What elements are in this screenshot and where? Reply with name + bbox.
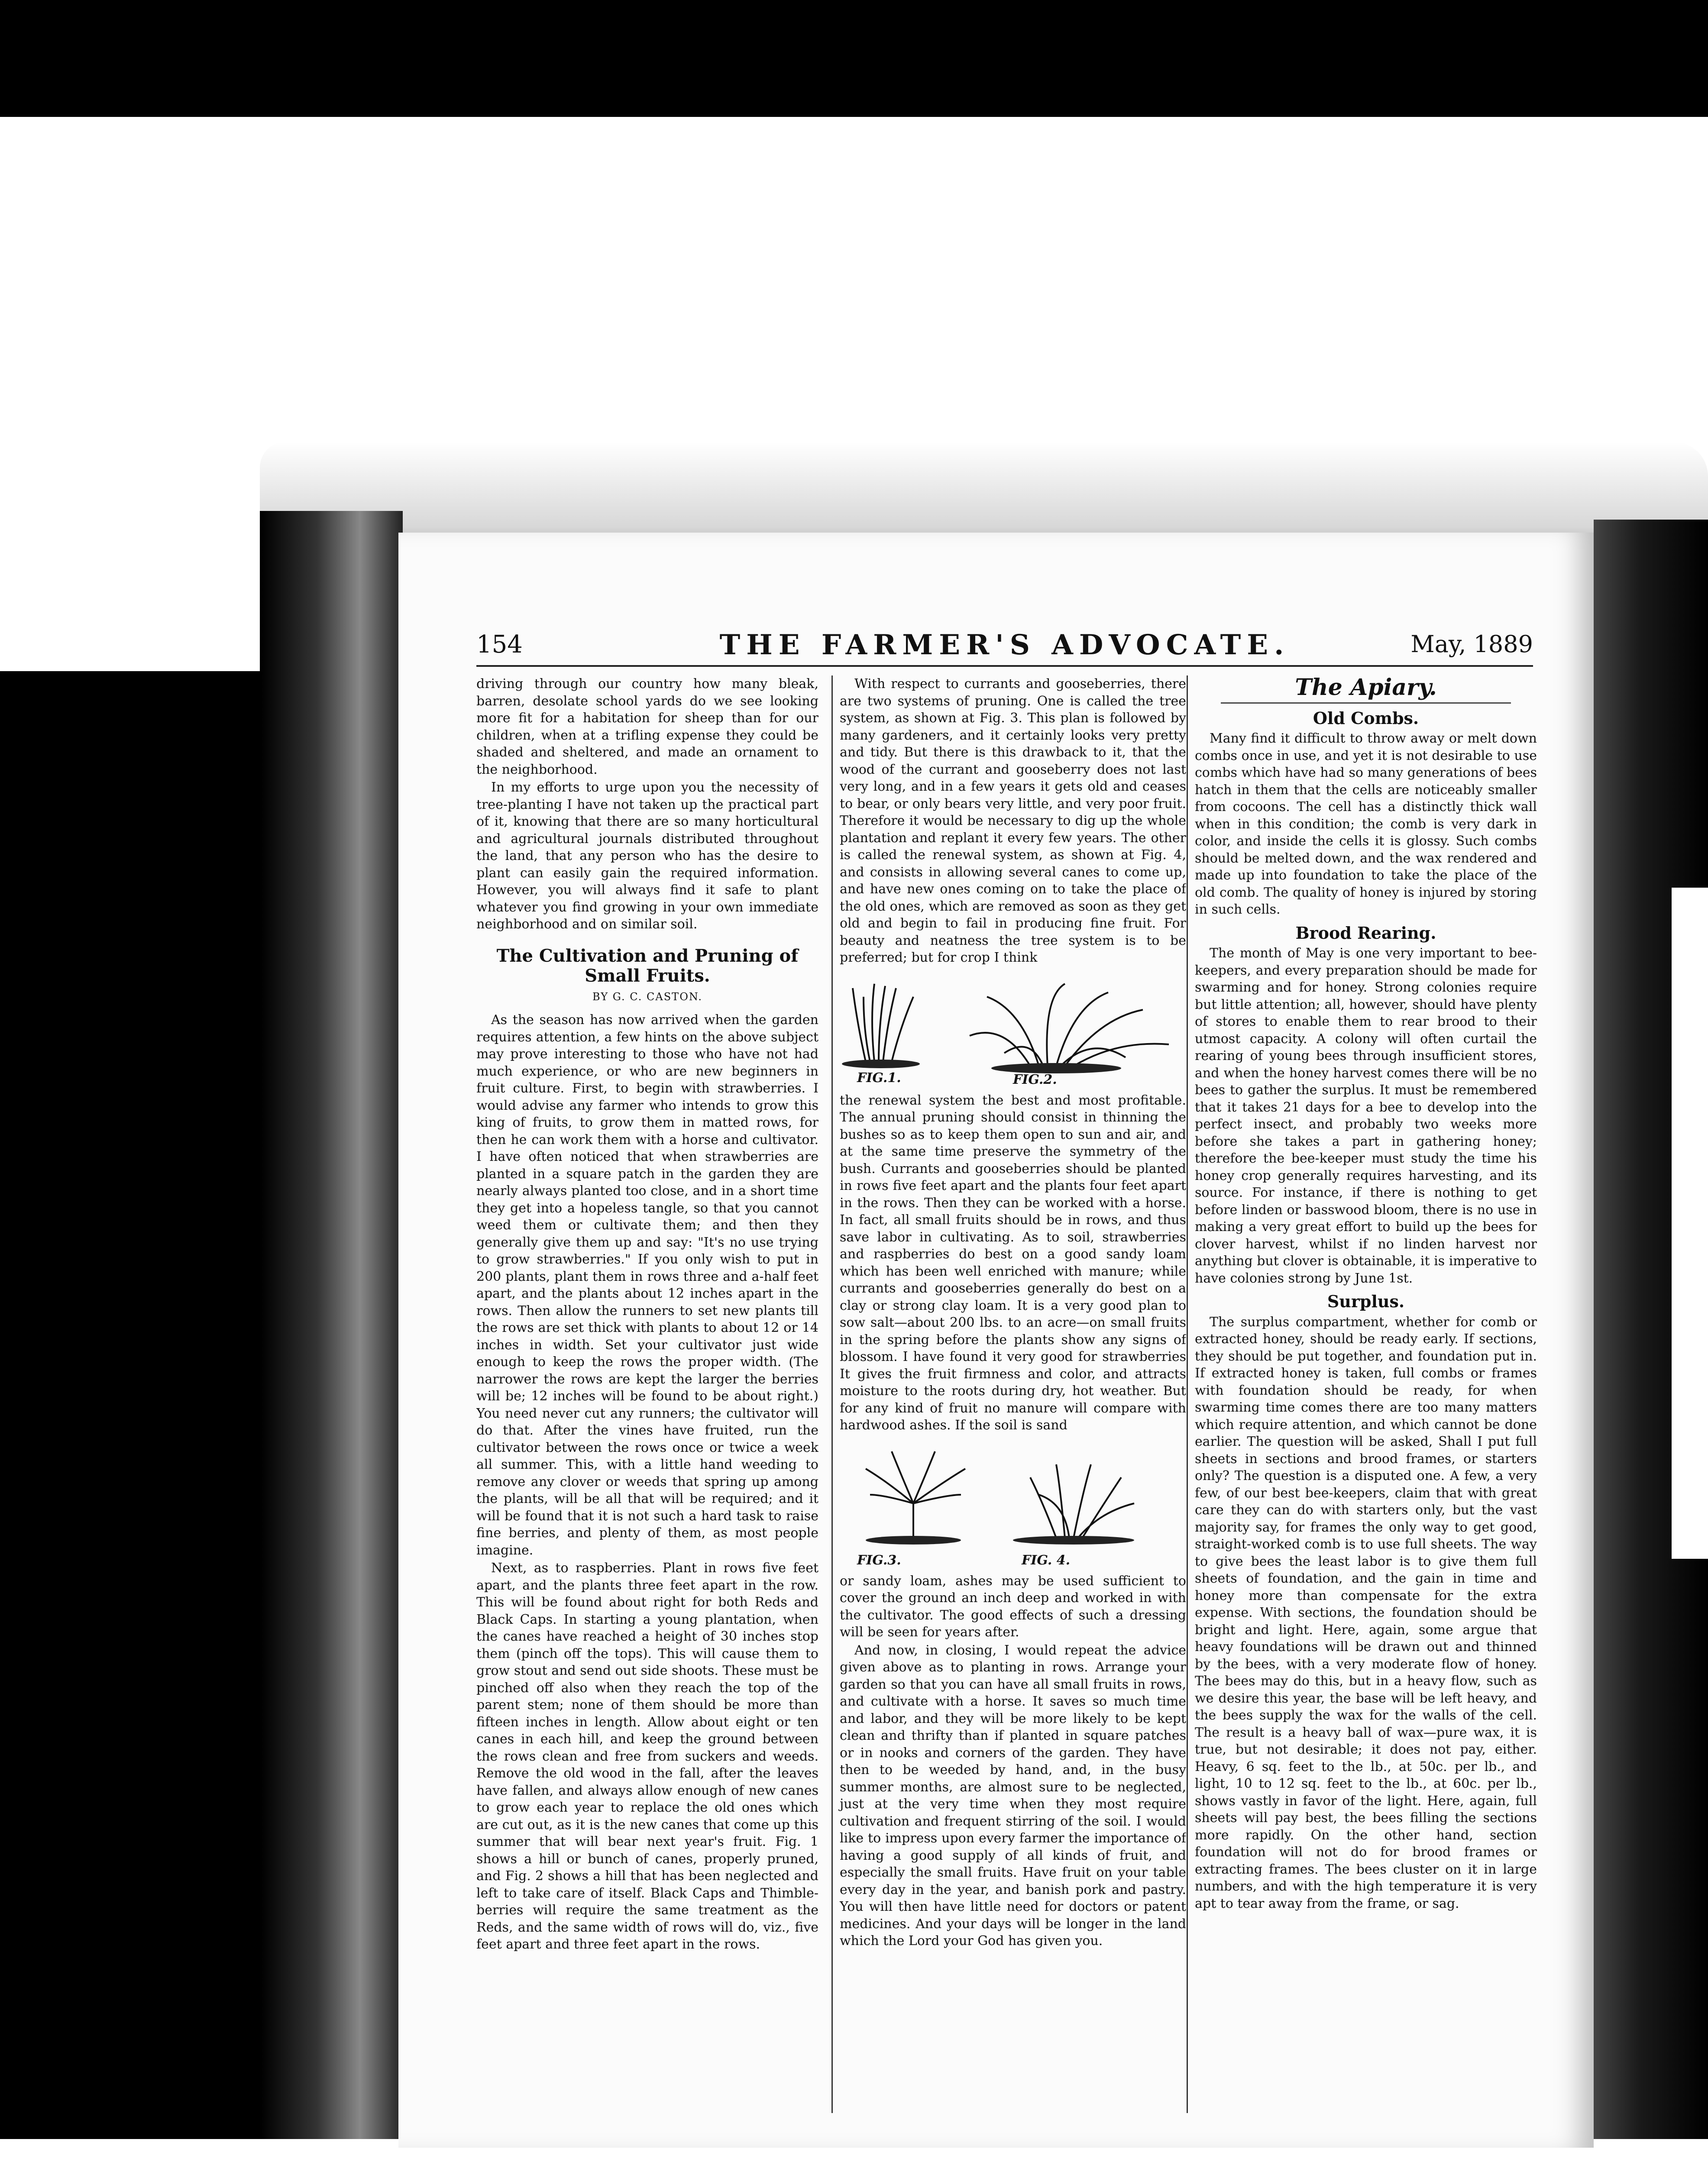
fig-2-label: FIG.2. — [1013, 1072, 1057, 1087]
adjacent-page-strip — [1672, 888, 1708, 1559]
section-heading-brood-rearing: Brood Rearing. — [1295, 923, 1436, 943]
fig-4-label: FIG. 4. — [1022, 1552, 1071, 1568]
divider — [1221, 702, 1511, 704]
newspaper-page — [398, 533, 1594, 2148]
book-spine — [260, 511, 403, 2143]
column-2 — [831, 675, 1186, 2113]
paragraph: In my efforts to urge upon you the necessity of tree-planting I have not taken up the practical part of it, knowing that there are so many horticultural and agricultural journals distributed throughout the land, that any person who has the desire to plant can easily gain the required information. However, you will always find it safe to plant whatever you find growing in your own immediate neighborhood and on similar soil. — [476, 780, 818, 932]
paragraph: With respect to currants and gooseberries, there are two systems of pruning. One is called the tree system, as shown at Fig. 3. This plan is followed by many gardeners, and it certainly looks very pretty and tidy. But there is this drawback to it, that the wood of the currant and gooseberry does not last very long, and in a few years it gets old and ceases to bear, or only bears very little, and very poor fruit. Therefore it would be necessary to dig up the whole plantation and replant it every few years. The other is called the renewal system, as shown at Fig. 4, and consists in allowing several canes to come up, and have new ones coming on to take the place of the old ones, which are removed as soon as they get old and begin to fail in producing fine fruit. For beauty and neatness the tree system is to be preferred; but for crop I think — [840, 676, 1186, 965]
paragraph: the renewal system the best and most profitable. The annual pruning should consist in thinning the bushes so as to keep them open to sun and air, and at the same time preserve the symmetry of the bush. Currants and gooseberries should be planted in rows five feet apart and the plants four feet apart in the rows. Then they can be worked with a horse. In fact, all small fruits should be in rows, and thus save labor in cultivating. As to soil, strawberries and raspberries do best on a good sandy loam which has been well enriched with manure; while currants and gooseberries generally do best on a clay or strong clay loam. It is a very good plan to sow salt—about 200 lbs. to an acre—on small fruits in the spring before the plants show any signs of blossom. I have found it very good for strawberries It gives the fruit firmness and color, and attracts moisture to the roots during dry, hot weather. But for any kind of fruit no manure will compare with hardwood ashes. If the soil is sand — [840, 1092, 1186, 1433]
paragraph: or sandy loam, ashes may be used sufficient to cover the ground an inch deep and worked in with the cultivator. The good effects of such a dressing will be seen for years after. — [840, 1573, 1186, 1640]
page-number: 154 — [476, 630, 523, 659]
column-3 — [1187, 675, 1537, 2113]
article-title: The Cultivation and Pruning of Small Fruits. — [496, 945, 799, 986]
paragraph: As the season has now arrived when the garden requires attention, a few hints on the above subject may prove interesting to those who have not had much experience, or who are new beginners in fruit culture. First, to begin with strawberries. I would advise any farmer who intends to grow this king of fruits, to grow them in matted rows, for then he can work them with a horse and cultivator. I have often noticed that when strawberries are planted in a square patch in the garden they are nearly always planted too close, and in a short time they get into a hopeless tangle, so that you cannot weed them or cultivate them; and then they generally give them up and say: "It's no use trying to grow strawberries." If you only wish to put in 200 plants, plant them in rows three and a-half feet apart, and the plants about 12 inches apart in the rows. Then allow the runners to set new plants till the rows are set thick with plants to about 12 or 14 inches in width. Set your cultivator just wide enough to keep the rows the proper width. (The narrower the rows are kept the larger the berries will be; 12 inches will be found to be about right.) You need never cut any runners; the cultivator will do that. After the vines have fruited, run the cultivator between the rows once or twice a week all summer. This, with a little hand weeding to remove any clover or weeds that spring up among the plants, will be all that will be required; and it will be found that it is not such a hard task to raise fine berries, and plenty of them, as most people imagine. — [476, 1012, 818, 1558]
paragraph: And now, in closing, I would repeat the advice given above as to planting in rows. Arrange your garden so that you can have all small fruits in rows, and cultivate with a horse. It saves so much time and labor, and they will be more likely to be kept clean and thrifty than if planted in square patches or in nooks and corners of the garden. They have then to be weeded by hand, and, in the busy summer months, are almost sure to be neglected, just at the very time when they most require cultivation and frequent stirring of the soil. I would like to impress upon every farmer the importance of having a good supply of all kinds of fruit, and especially the small fruits. Have fruit on your table every day in the year, and banish pork and pastry. You will then have little need for doctors or patent medicines. And your days will be longer in the land which the Lord your God has given you. — [840, 1642, 1186, 1948]
paragraph: The surplus compartment, whether for comb or extracted honey, should be ready early. If sections, they should be put together, and foundation put in. If extracted honey is taken, full combs or frames with foundation should be ready, for when swarming time comes there are too many matters which require attention, and which cannot be done earlier. The question will be asked, Shall I put full sheets in sections and brood frames, or starters only? The question is a disputed one. A few, a very few, of our best bee-keepers, claim that with great care they can do with starters only, but the vast majority say, for frames the only way to get good, straight-worked comb is to use full sheets. The way to give bees the least labor is to give them full sheets of foundation, and the gain in time and honey more than compensate for the extra expense. With sections, the foundation should be bright and light. Here, again, some argue that heavy foundations will be drawn out and thinned by the bees, with a very moderate flow of honey. The bees may do this, but in a heavy flow, such as we desire this year, the base will be left heavy, and the bees supply the wax for the walls of the cell. The result is a heavy ball of wax—pure wax, it is true, but not desirable; it does not pay, either. Heavy, 6 sq. feet to the lb., at 50c. per lb., and light, 10 to 12 sq. feet to the lb., at 60c. per lb., shows vastly in favor of the light. Here, again, full sheets will pay best, the bees filling the sections more rapidly. On the other hand, section foundation will not do for brood frames or extracting frames. The bees cluster on it in large numbers, and with the high temperature it is very apt to tear away from the frame, or sag. — [1195, 1314, 1537, 1911]
masthead: THE FARMER'S ADVOCATE. — [719, 629, 1290, 661]
paragraph: Next, as to raspberries. Plant in rows five feet apart, and the plants three feet apart in the row. This will be found about right for both Reds and Black Caps. In starting a young plantation, when the canes have reached a height of 30 inches stop them (pinch off the tops). This will cause them to grow stout and send out side shoots. These must be pinched off also when they reach the top of the parent stem; none of them should be more than fifteen inches in length. Allow about eight or ten canes in each hill, and keep the ground between the rows clean and free from suckers and weeds. Remove the old wood in the fall, after the leaves have fallen, and always allow enough of new canes to grow each year to replace the old ones which are cut out, as it is the new canes that come up this summer that will bear next year's fruit. Fig. 1 shows a hill or bunch of canes, properly pruned, and Fig. 2 shows a hill that has been neglected and left to take care of itself. Black Caps and Thimble-berries will require the same treatment as the Reds, and the same width of rows will do, viz., five feet apart and three feet apart in the rows. — [476, 1561, 818, 1952]
department-heading: The Apiary. — [1295, 675, 1437, 701]
paragraph: driving through our country how many bleak, barren, desolate school yards do we see looking more fit for a habitation for sheep than for our children, when at a trifling expense they could be shaded and sheltered, and made an ornament to the neighborhood. — [476, 676, 818, 777]
paragraph: Many find it difficult to throw away or melt down combs once in use, and yet it is not desirable to use combs which have had so many generations of bees hatch in them that the cells are noticeably smaller from cocoons. The cell has a distinctly thick wall when in this condition; the comb is very dark in color, and inside the cells it is glossy. Such combs should be melted down, and the wax rendered and made up into foundation to take the place of the old comb. The quality of honey is injured by storing in such cells. — [1195, 731, 1537, 917]
fig-1-label: FIG.1. — [857, 1070, 901, 1086]
page-header — [476, 626, 1533, 667]
section-heading-surplus: Surplus. — [1327, 1292, 1405, 1311]
section-heading-old-combs: Old Combs. — [1313, 708, 1419, 728]
figure-raspberry-canes — [840, 971, 1186, 1088]
currant-illustration — [840, 1438, 1186, 1568]
fig-3-label: FIG.3. — [857, 1552, 901, 1568]
article-byline: BY G. C. CASTON. — [592, 990, 702, 1003]
column-1 — [476, 675, 818, 2113]
paragraph: The month of May is one very important to bee-keepers, and every preparation should be made for swarming and for honey. Strong colonies require but little attention; all, however, should have plenty of stores to enable them to rear brood to their utmost capacity. A colony will often curtail the rearing of young bees through insufficient stores, and when the honey harvest comes there will be no bees to gather the surplus. It must be remembered that it takes 21 days for a bee to develop into the perfect insect, and probably two weeks more before she takes a part in gathering honey; therefore the bee-keeper must study the time his honey crop generally requires harvesting, and its source. For instance, if there is nothing to get before linden or basswood bloom, there is no use in making a very great effort to build up the bees for clover harvest, whilst if no linden harvest nor anything but clover is obtainable, it is imperative to have colonies strong by June 1st. — [1195, 946, 1537, 1286]
figure-currant-bushes — [840, 1438, 1186, 1568]
issue-date: May, 1889 — [1410, 630, 1533, 658]
